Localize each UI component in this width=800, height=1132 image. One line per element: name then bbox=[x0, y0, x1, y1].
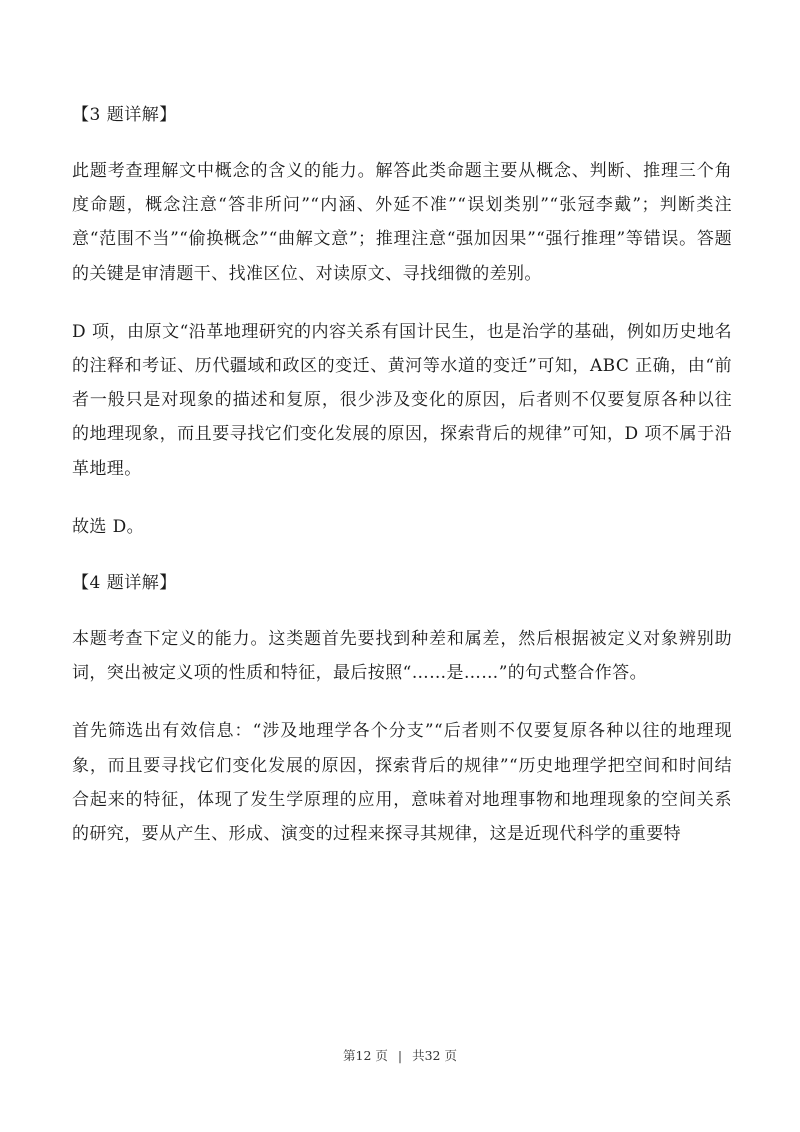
page-number-current: 第12 页 bbox=[343, 1048, 388, 1063]
paragraph: 故选 D。 bbox=[72, 516, 145, 537]
footer-separator: | bbox=[397, 1048, 403, 1063]
page-content bbox=[72, 100, 732, 875]
paragraph: D 项，由原文“沿革地理研究的内容关系有国计民生，也是治学的基础，例如历史地名的注释和考证、历代疆域和政区的变迁、黄河等水道的变迁”可知，ABC 正确，由“前者一般只是对现象的描述和复原，很少涉及变化的原因，后者则不仅要复原各种以往的地理现象，而且要寻找它们变化发展的原因，探索背后的规律”可知，D 项不属于沿革地理。 bbox=[72, 321, 732, 479]
section-heading: 【4 题详解】 bbox=[72, 573, 177, 594]
section-heading: 【3 题详解】 bbox=[72, 105, 177, 125]
paragraph: 本题考查下定义的能力。这类题首先要找到种差和属差，然后根据被定义对象辨别助词，突出被定义项的性质和特征，最后按照“……是……”的句式整合作答。 bbox=[72, 629, 732, 684]
paragraph: 首先筛选出有效信息：“涉及地理学各个分支”“后者则不仅要复原各种以往的地理现象，而且要寻找它们变化发展的原因，探索背后的规律”“历史地理学把空间和时间结合起来的特征，体现了发生学原理的应用，意味着对地理事物和地理现象的空间关系的研究，要从产生、形成、演变的过程来探寻其规律，这是近现代科学的重要特 bbox=[72, 721, 732, 845]
section-question-4 bbox=[72, 568, 732, 851]
paragraph: 此题考查理解文中概念的含义的能力。解答此类命题主要从概念、判断、推理三个角度命题，概念注意“答非所问”“内涵、外延不准”“误划类别”“张冠李戴”；判断类注意“范围不当”“偷换概念”“曲解文意”；推理注意“强加因果”“强行推理”等错误。答题的关键是审清题干、找准区位、对读原文、寻找细微的差别。 bbox=[72, 161, 732, 284]
page-footer bbox=[0, 1046, 800, 1064]
section-question-3 bbox=[72, 100, 732, 544]
page-number-total: 共32 页 bbox=[412, 1048, 457, 1063]
